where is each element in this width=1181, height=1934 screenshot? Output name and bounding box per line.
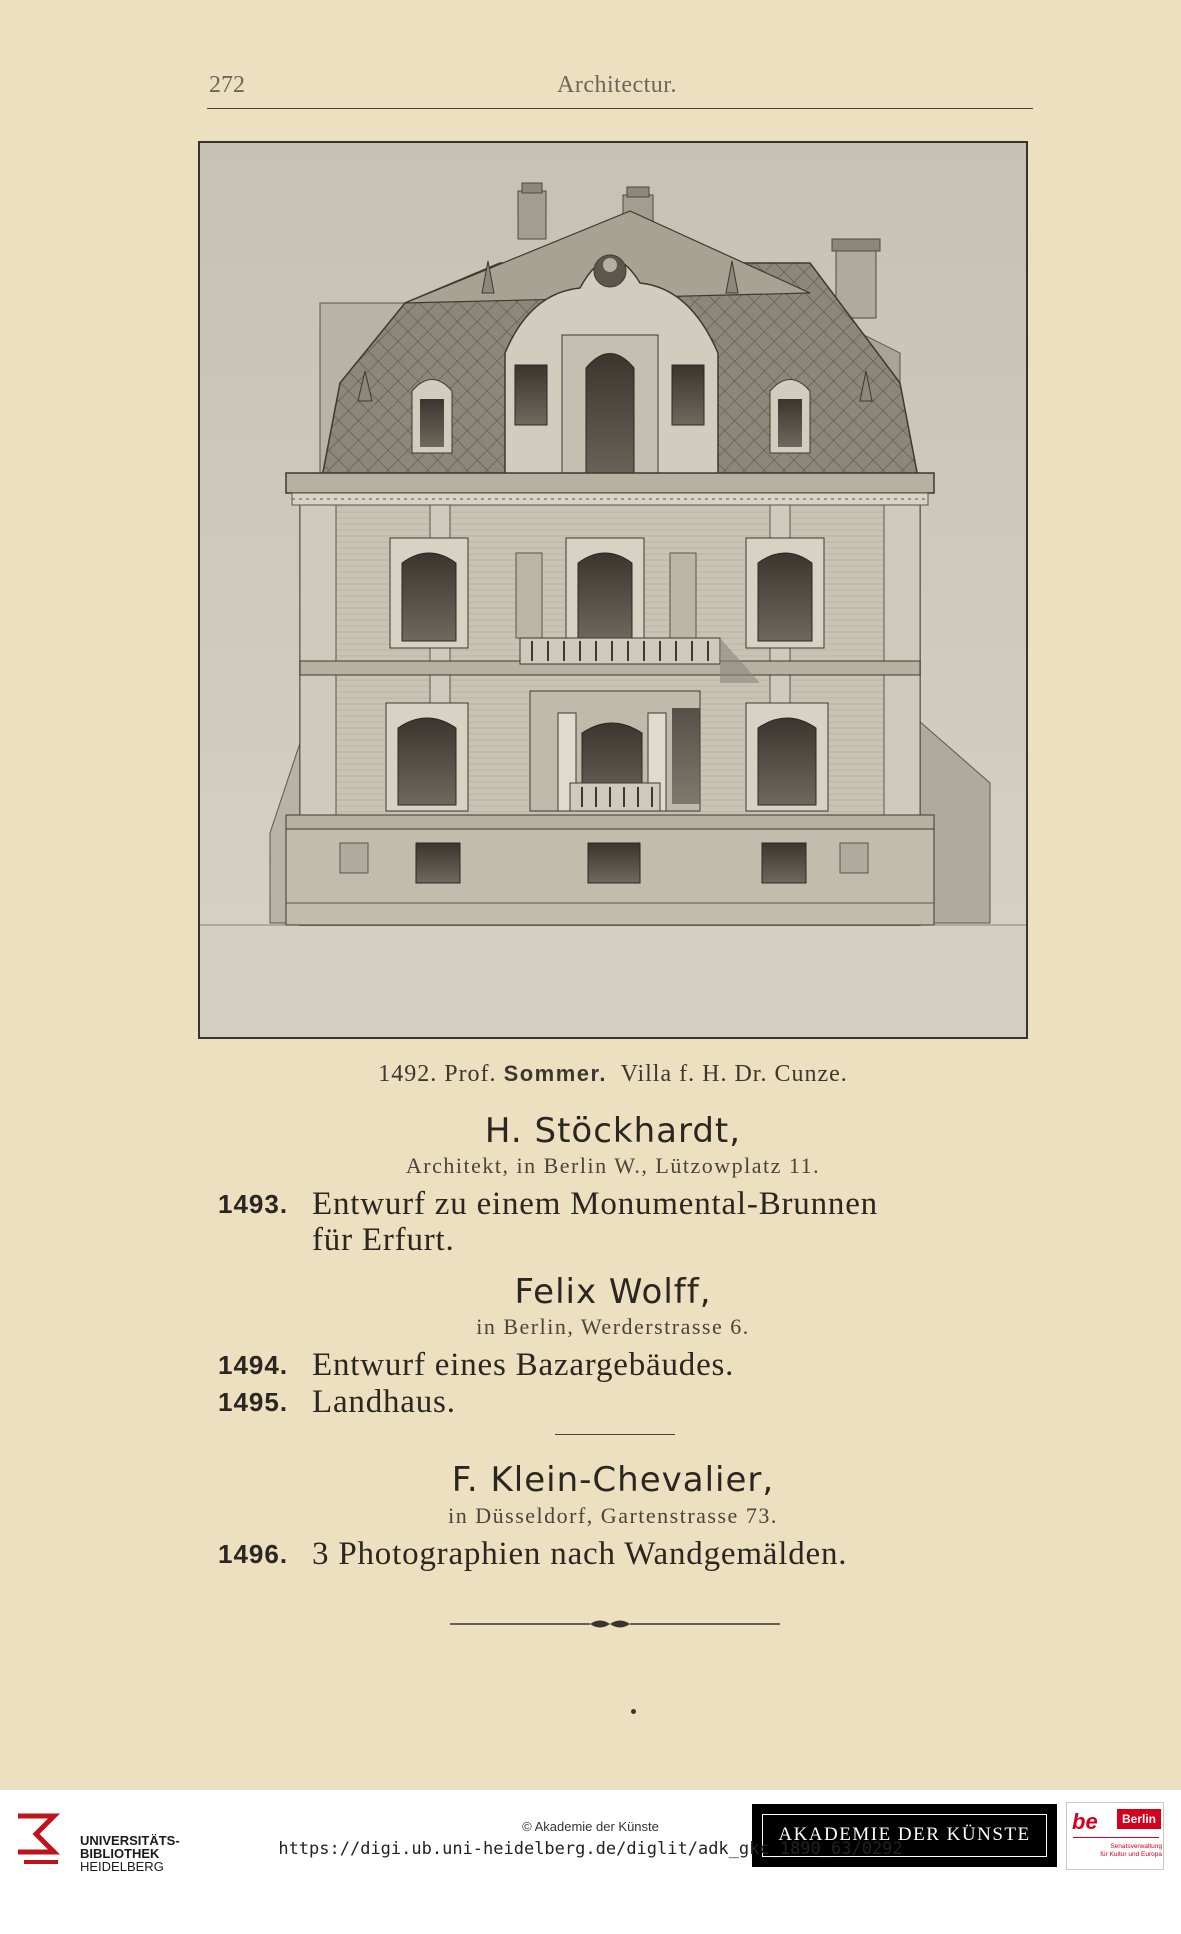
entry-title: Entwurf eines Bazargebäudes.	[312, 1347, 735, 1383]
artist-address: Architekt, in Berlin W., Lützowplatz 11.	[405, 1153, 821, 1178]
caption-artist: Sommer.	[503, 1061, 607, 1086]
senate-text: Senatsverwaltung für Kultur und Europa	[1100, 1843, 1162, 1858]
figure-caption	[198, 1061, 1028, 1088]
caption-prefix: Prof.	[444, 1061, 497, 1087]
artist-name: Felix Wolff,	[514, 1272, 712, 1312]
permalink-url[interactable]: https://digi.ub.uni-heidelberg.de/diglit/adk_gkc_1890_63/0292	[278, 1839, 903, 1859]
caption-number: 1492.	[378, 1061, 438, 1087]
logo-divider	[1073, 1837, 1159, 1838]
entry-number: 1494.	[218, 1350, 289, 1380]
villa-illustration	[198, 141, 1028, 1039]
artist-name: H. Stöckhardt,	[484, 1111, 742, 1151]
artist-address: in Berlin, Werderstrasse 6.	[476, 1314, 750, 1339]
academy-name: AKADEMIE DER KÜNSTE	[762, 1814, 1047, 1857]
page-number: 272	[209, 72, 245, 98]
entry-number: 1495.	[218, 1387, 289, 1417]
artist-address: in Düsseldorf, Gartenstrasse 73.	[448, 1503, 778, 1528]
villa-facade-icon	[200, 143, 1026, 1037]
entry-title: Entwurf zu einem Monumental-Brunnen	[312, 1186, 878, 1222]
copyright-notice: © Akademie der Künste	[522, 1819, 659, 1834]
end-ornament-icon	[450, 1614, 780, 1634]
ink-speck	[631, 1709, 636, 1714]
library-name: UNIVERSITÄTS- BIBLIOTHEK HEIDELBERG	[80, 1833, 180, 1874]
entry-title: 3 Photographien nach Wandgemälden.	[312, 1536, 848, 1572]
berlin-box: Berlin	[1117, 1809, 1161, 1829]
be-berlin-mark: be	[1072, 1809, 1098, 1834]
entry-title-continued: für Erfurt.	[312, 1222, 455, 1258]
artist-name: F. Klein-Chevalier,	[451, 1460, 775, 1500]
running-header	[207, 68, 1033, 109]
entry-number: 1496.	[218, 1539, 289, 1569]
caption-title: Villa f. H. Dr. Cunze.	[620, 1061, 848, 1087]
section-divider	[555, 1434, 675, 1435]
running-title: Architectur.	[557, 72, 677, 98]
viewer-footer	[0, 1790, 1181, 1934]
entry-title: Landhaus.	[312, 1384, 456, 1420]
entry-number: 1493.	[218, 1189, 289, 1219]
berlin-senate-logo[interactable]	[1066, 1802, 1164, 1870]
